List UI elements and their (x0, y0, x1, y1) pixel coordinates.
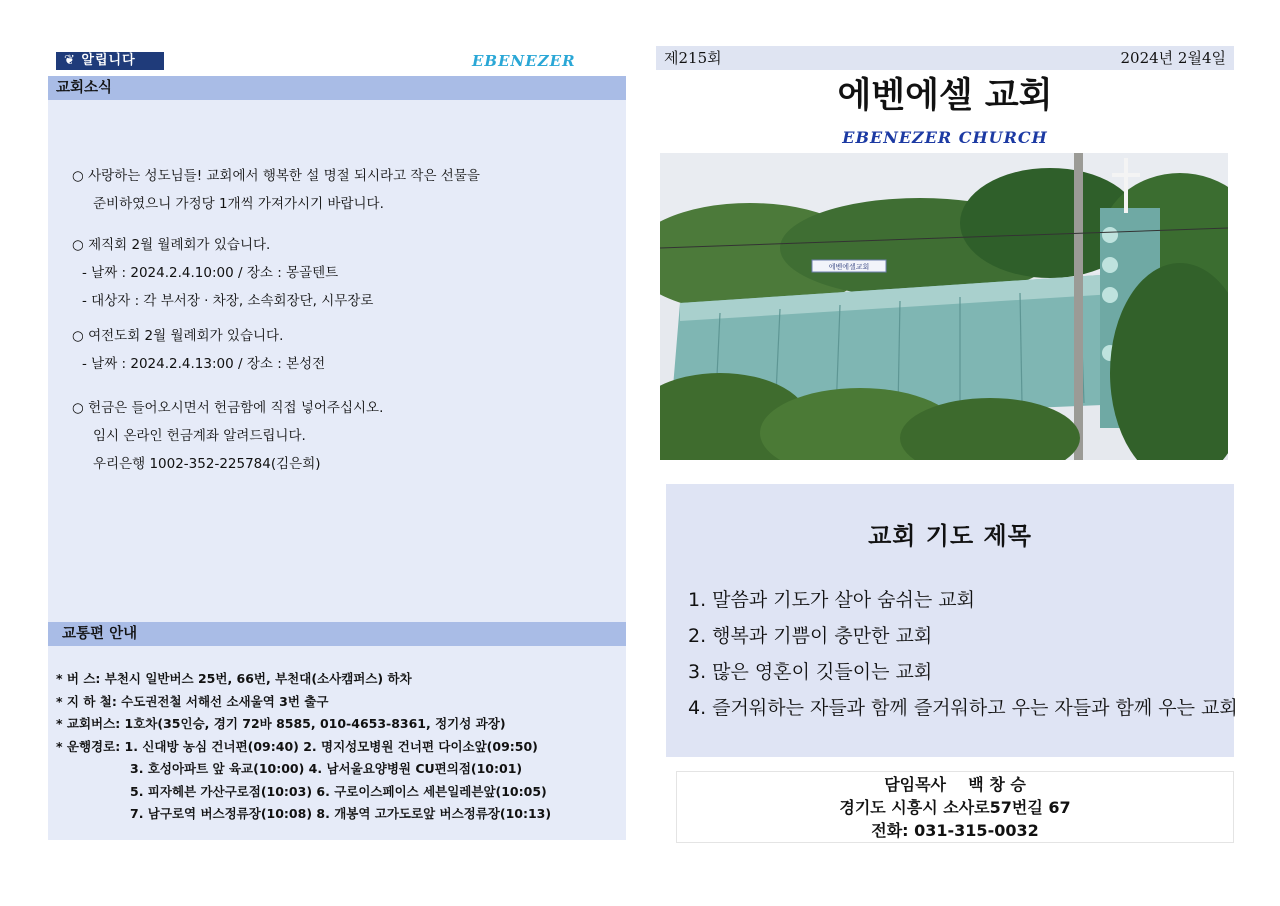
transport-line: 3. 호성아파트 앞 육교(10:00) 4. 남서울요양병원 CU편의점(10:01) (130, 761, 523, 776)
news-line: ○ 헌금은 들어오시면서 헌금함에 직접 넣어주십시오. (72, 400, 384, 416)
transport-line: * 교회버스: 1호차(35인승, 경기 72바 8585, 010-4653-8361, 정기성 과장) (56, 716, 506, 731)
church-photo (660, 153, 1228, 460)
prayer-item: 2. 행복과 기쁨이 충만한 교회 (688, 625, 933, 647)
news-line: - 대상자 : 각 부서장 · 차장, 소속회장단, 시무장로 (82, 293, 374, 309)
news-item-gift (72, 162, 480, 218)
prayer-list (688, 582, 1238, 726)
news-line: ○ 사랑하는 성도님들! 교회에서 행복한 설 명절 되시라고 작은 선물을 (72, 168, 480, 184)
left-panel (48, 76, 626, 840)
news-line: 임시 온라인 헌금계좌 알려드립니다. (93, 428, 306, 444)
prayer-item: 3. 많은 영혼이 깃들이는 교회 (688, 661, 933, 683)
news-line: - 날짜 : 2024.2.4.13:00 / 장소 : 본성전 (82, 356, 326, 372)
news-item-offering (72, 394, 383, 478)
pastor-name: 담임목사 백 창 승 (884, 775, 1026, 794)
news-line: ○ 여전도회 2월 월례회가 있습니다. (72, 328, 284, 344)
church-contact (676, 771, 1234, 843)
transport-line: * 버 스: 부천시 일반버스 25번, 66번, 부천대(소사캠퍼스) 하차 (56, 671, 412, 686)
transport-line: * 운행경로: 1. 신대방 농심 건너편(09:40) 2. 명지성모병원 건너편 다이소앞(09:50) (56, 738, 538, 754)
prayer-title: 교회 기도 제목 (868, 522, 1032, 550)
news-line: - 날짜 : 2024.2.4.10:00 / 장소 : 몽골텐트 (82, 265, 339, 281)
issue-date: 2024년 2월4일 (1120, 49, 1226, 67)
issue-bar (656, 46, 1234, 70)
news-section-title: 교회소식 (48, 76, 626, 100)
church-phone: 전화: 031-315-0032 (871, 821, 1039, 840)
news-item-deacon-meeting (72, 231, 373, 315)
notice-tag: ❦ 알립니다 (56, 52, 164, 70)
church-title: 에벤에셀 교회 (837, 76, 1053, 116)
transport-line: 7. 남구로역 버스정류장(10:08) 8. 개봉역 고가도로앞 버스정류장(10:13) (130, 806, 552, 821)
transport-line: * 지 하 철: 수도권전철 서해선 소새울역 3번 출구 (56, 693, 329, 709)
church-title-english: EBENEZER CHURCH (842, 128, 1048, 147)
church-address: 경기도 시흥시 소사로57번길 67 (839, 798, 1071, 817)
news-line: 준비하였으니 가정당 1개씩 가져가시기 바랍니다. (93, 196, 384, 212)
transport-line: 5. 피자헤븐 가산구로점(10:03) 6. 구로이스페이스 세븐일레븐앞(10:05) (130, 783, 547, 799)
news-line: ○ 제직회 2월 월례회가 있습니다. (72, 237, 271, 253)
transport-section-title: 교통편 안내 (48, 622, 626, 646)
news-item-women-meeting (72, 322, 325, 378)
brand-label: EBENEZER (472, 52, 576, 70)
building-sign: 에벤에셀교회 (828, 263, 870, 271)
prayer-item: 1. 말씀과 기도가 살아 숨쉬는 교회 (688, 589, 975, 611)
prayer-item: 4. 즐거워하는 자들과 함께 즐거워하고 우는 자들과 함께 우는 교회 (688, 697, 1238, 719)
news-line: 우리은행 1002-352-225784(김은희) (93, 456, 321, 472)
transport-info (56, 668, 551, 826)
prayer-box (666, 484, 1238, 757)
issue-number: 제215회 (664, 49, 722, 67)
